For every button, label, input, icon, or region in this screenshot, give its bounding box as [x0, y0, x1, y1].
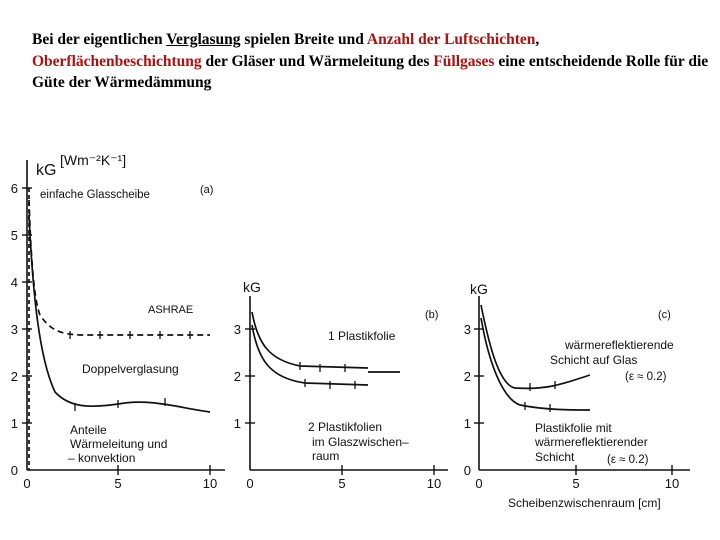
- panel-a-ytick-2: 2: [10, 369, 18, 384]
- panel-a-single-pane-label: einfache Glasscheibe: [40, 189, 150, 201]
- panel-a-ytick-3: 3: [10, 322, 18, 337]
- intro-comma: ,: [535, 31, 540, 48]
- panel-c-xtick-10: 10: [664, 476, 680, 491]
- intro-term-fuellgas: Füllgases: [433, 52, 495, 70]
- panel-a-ytick-5: 5: [10, 228, 18, 243]
- panel-c-plastic-label-1: Plastikfolie mit: [535, 421, 612, 435]
- panel-b-glaszwischen-label: im Glaszwischen–: [312, 435, 409, 449]
- panel-c-xtick-0: 0: [475, 476, 483, 491]
- panel-c-ytick-2: 2: [463, 369, 471, 384]
- panel-a-xtick-10: 10: [202, 476, 218, 491]
- panel-c-x-axis-label: Scheibenzwischenraum [cm]: [508, 496, 661, 510]
- intro-text-3: der Gläser und Wärmeleitung des: [201, 52, 434, 70]
- panel-b-xtick-5: 5: [338, 476, 346, 491]
- panel-a-ashrae-label: ASHRAE: [148, 304, 194, 316]
- intro-text-4: eine entscheidende Rolle für die Güte der Wärmedämmung: [32, 52, 709, 91]
- panel-c-tag: (c): [658, 309, 671, 321]
- panel-a-y-axis-label: kG: [36, 162, 57, 179]
- panel-c-reflective-label-1: wärmereflektierende: [565, 338, 674, 352]
- panel-c-plastic-label-2: wärmereflektierender: [535, 435, 648, 449]
- kg-value-figure: [0, 130, 720, 530]
- panel-c-ytick-3: 3: [463, 322, 471, 337]
- panel-a-xtick-0: 0: [23, 476, 31, 491]
- intro-term-luftschichten: Anzahl der Luftschichten: [366, 31, 536, 48]
- panel-c-reflective-label-2: Schicht auf Glas: [550, 353, 638, 367]
- panel-b-xtick-10: 10: [426, 476, 442, 491]
- panel-a-xtick-5: 5: [114, 476, 122, 491]
- intro-text-1: Bei der eigentlichen: [32, 31, 167, 48]
- panel-a-ytick-1: 1: [10, 416, 18, 431]
- panel-a-ytick-4: 4: [10, 275, 18, 290]
- panel-b-xtick-0: 0: [246, 476, 254, 491]
- panel-a-ytick-0: 0: [10, 463, 18, 478]
- panel-c-xtick-5: 5: [572, 476, 580, 491]
- intro-term-verglasung: Verglasung: [166, 31, 241, 48]
- panel-a-ytick-6: 6: [10, 181, 18, 196]
- panel-a-konvektion-label: – konvektion: [68, 451, 136, 465]
- panel-b-ytick-2: 2: [233, 369, 241, 384]
- panel-a-anteile-label: Anteile: [70, 423, 107, 437]
- panel-b-ytick-1: 1: [233, 416, 241, 431]
- panel-b-two-foils-label: 2 Plastikfolien: [308, 420, 383, 434]
- panel-b-tag: (b): [425, 309, 439, 321]
- panel-b-raum-label: raum: [312, 449, 340, 463]
- panel-b-one-foil-label: 1 Plastikfolie: [328, 329, 396, 343]
- panel-c-plastic-epsilon: (ε ≈ 0.2): [607, 454, 649, 466]
- panel-a-tag: (a): [200, 184, 214, 196]
- figure-drawing: [0, 130, 720, 530]
- panel-c-ytick-1: 1: [463, 416, 471, 431]
- intro-text-2: spielen Breite und: [240, 31, 367, 48]
- panel-a-y-unit: [Wm⁻²K⁻¹]: [60, 152, 127, 168]
- panel-a-waermeleitung-label: Wärmeleitung und: [70, 437, 168, 451]
- panel-b-y-axis-label: kG: [243, 279, 261, 295]
- panel-c-ytick-0: 0: [463, 463, 471, 478]
- intro-paragraph: [32, 29, 712, 94]
- intro-term-beschichtung: Oberflächenbeschichtung: [32, 52, 202, 70]
- panel-b-ytick-3: 3: [233, 322, 241, 337]
- panel-c-y-axis-label: kG: [470, 281, 488, 297]
- panel-c-reflective-epsilon: (ε ≈ 0.2): [625, 371, 667, 383]
- panel-a-double-glazing-label: Doppelverglasung: [82, 362, 179, 376]
- panel-c-plastic-label-3: Schicht: [535, 450, 575, 464]
